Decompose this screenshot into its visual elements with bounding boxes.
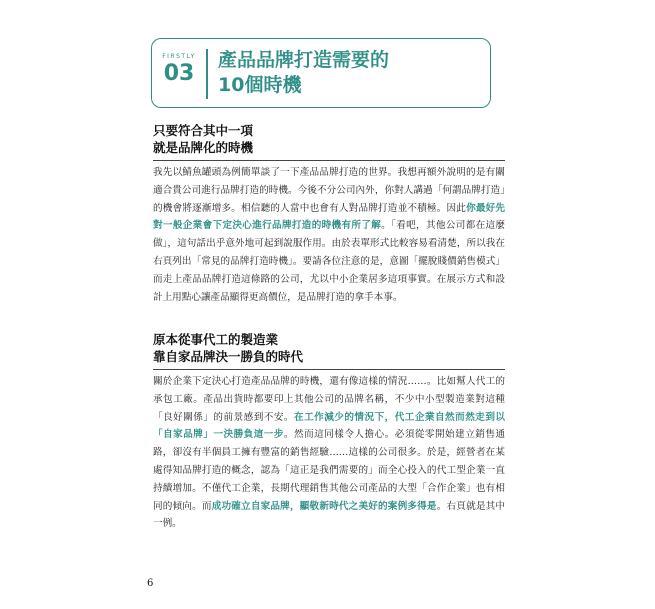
chapter-number-block	[152, 39, 206, 107]
section2-highlight-1: 在工作減少的情況下，代工企業自然而然走到以「自家品牌」一決勝負這一步	[153, 411, 506, 441]
section1-heading	[153, 122, 513, 156]
section2-highlight-2: 成功確立自家品牌，顯敬新時代之美好的案例多得是	[211, 500, 437, 512]
chapter-title	[218, 48, 486, 98]
section2-heading-line1: 原本從事代工的製造業	[153, 332, 279, 347]
section1-text-1: 我先以鯖魚罐頭為例簡單談了一下產品品牌打造的世界。我想再額外說明的是有關適合貴公司進行品牌打造的時機。今後不分公司內外，你對人講過「何謂品牌打造」的機會將逐漸增多。相信聽的人當中也會有人對品牌打造並不積極。因此	[153, 167, 505, 214]
chapter-number: 03	[163, 61, 195, 86]
header-divider	[206, 49, 208, 99]
section1-text-2: 。「看吧，其他公司都在這麼做」，這句話出乎意外地可起到說服作用。由於表單形式比較容易看清楚，所以我在右頁列出「常見的品牌打造時機」。要請各位注意的是，意圖「擺脫賤價銷售模式」而走上產品品牌打造這條路的公司，尤以中小企業居多這項事實。在展示方式和設計上用點心讓產品顯得更高價位，是品牌打造的拿手本事。	[153, 220, 506, 303]
section2-text-1: 關於企業下定決心打造產品品牌的時機，還有像這樣的情況……。比如幫人代工的承包工廠。產品出貨時都要印上其他公司的品牌名稱，不少中小型製造業對這種「良好關係」的前景感到不安。	[153, 376, 505, 423]
section1-paragraph	[153, 164, 505, 306]
section1-highlight-1: 你最好先對一般企業會下定決心進行品牌打造的時機有所了解	[153, 202, 506, 232]
chapter-kicker: FIRSTLY	[162, 53, 196, 60]
section1-heading-line1: 只要符合其中一項	[153, 123, 254, 138]
section2-rule	[153, 369, 505, 370]
section2-text-3: 。右頁就是其中一例。	[153, 500, 506, 530]
section2-heading-line2: 靠自家品牌決一勝負的時代	[153, 349, 304, 364]
section1-heading-line2: 就是品牌化的時機	[153, 140, 254, 155]
section2-heading	[153, 331, 513, 365]
chapter-title-line1: 產品品牌打造需要的	[218, 49, 390, 71]
section1-rule	[153, 160, 505, 161]
chapter-title-line2: 10個時機	[218, 74, 302, 96]
page-number: 6	[147, 578, 154, 589]
section2-text-2: 。然而這同樣令人擔心。必須從零開始建立銷售通路，卻沒有半個員工擁有豐富的銷售經驗……這樣的公司很多。於是，經營者在某處得知品牌打造的概念，認為「這正是我們需要的」而全心投入的代工型企業一直持續增加。不僅代工企業，長期代理銷售其他公司產品的大型「合作企業」也有相同的傾向。而	[153, 429, 506, 512]
section2-paragraph	[153, 373, 505, 533]
chapter-header-box	[151, 38, 491, 108]
